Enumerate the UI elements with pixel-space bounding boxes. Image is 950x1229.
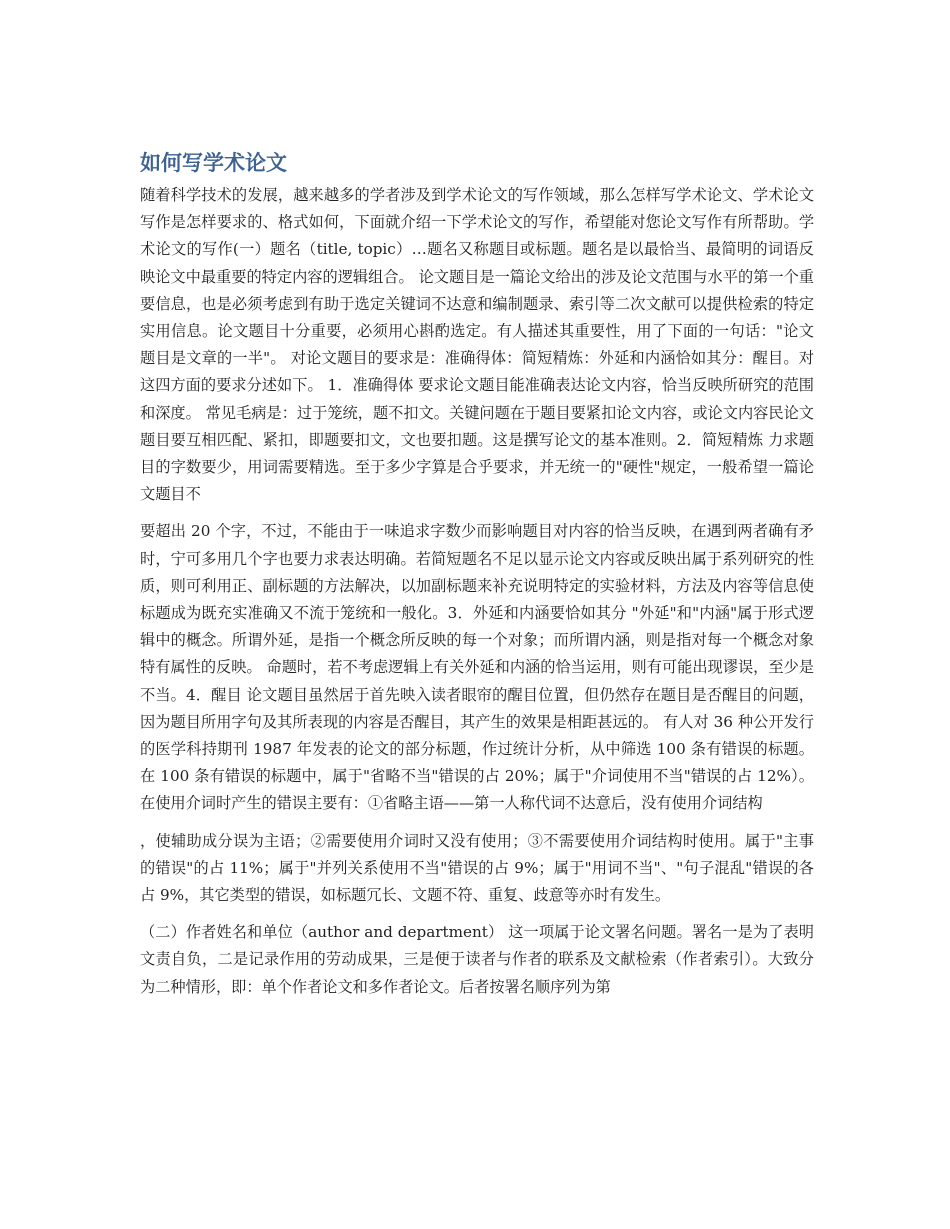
paragraph: 要超出 20 个字，不过，不能由于一味追求字数少而影响题目对内容的恰当反映，在遇到两者确有矛时，宁可多用几个字也要力求表达明确。若简短题名不足以显示论文内容或反映出属于系列研究的性质，则可利用正、副标题的方法解决，以加副标题来补充说明特定的实验材料，方法及内容等信息使标题成为既充实准确又不流于笼统和一般化。3．外延和内涵要恰如其分 "外延"和"内涵"属于形式逻辑中的概念。所谓外延，是指一个概念所反映的每一个对象；而所谓内涵，则是指对每一个概念对象特有属性的反映。 命题时，若不考虑逻辑上有关外延和内涵的恰当运用，则有可能出现谬误，至少是不当。4．醒目 论文题目虽然居于首先映入读者眼帘的醒目位置，但仍然存在题目是否醒目的问题，因为题目所用字句及其所表现的内容是否醒目，其产生的效果是相距甚远的。 有人对 36 种公开发行的医学科持期刊 1987 年发表的论文的部分标题，作过统计分析，从中筛选 100 条有错误的标题。在 100 条有错误的标题中，属于"省略不当"错误的占 20%；属于"介词使用不当"错误的占 12%）。在使用介词时产生的错误主要有：①省略主语——第一人称代词不达意后，没有使用介词结构 <box>140 522 814 813</box>
document-page <box>140 148 814 1001</box>
paragraph: ，使辅助成分误为主语；②需要使用介词时又没有使用；③不需要使用介词结构时使用。属于"主事的错误"的占 11%；属于"并列关系使用不当"错误的占 9%；属于"用词不当"、"句子混乱"错误的各占 9%，其它类型的错误，如标题冗长、文题不符、重复、歧意等亦时有发生。 <box>140 831 814 905</box>
paragraph: 随着科学技术的发展，越来越多的学者涉及到学术论文的写作领域，那么怎样写学术论文、学术论文写作是怎样要求的、格式如何，下面就介绍一下学术论文的写作，希望能对您论文写作有所帮助。学术论文的写作(一）题名（title, topic）…题名又称题目或标题。题名是以最恰当、最简明的词语反映论文中最重要的特定内容的逻辑组合。 论文题目是一篇论文给出的涉及论文范围与水平的第一个重要信息，也是必须考虑到有助于选定关键词不达意和编制题录、索引等二次文献可以提供检索的特定实用信息。论文题目十分重要，必须用心斟酌选定。有人描述其重要性，用了下面的一句话："论文题目是文章的一半"。 对论文题目的要求是：准确得体：简短精炼：外延和内涵恰如其分：醒目。对这四方面的要求分述如下。 1．准确得体 要求论文题目能准确表达论文内容，恰当反映所研究的范围和深度。 常见毛病是：过于笼统，题不扣文。关键问题在于题目要紧扣论文内容，或论文内容民论文题目要互相匹配、紧扣，即题要扣文，文也要扣题。这是撰写论文的基本准则。2．简短精炼 力求题目的字数要少，用词需要精选。至于多少字算是合乎要求，并无统一的"硬性"规定，一般希望一篇论文题目不 <box>140 186 814 504</box>
document-title: 如何写学术论文 <box>140 151 287 175</box>
paragraph: （二）作者姓名和单位（author and department） 这一项属于论文署名问题。署名一是为了表明文责自负，二是记录作用的劳动成果，三是便于读者与作者的联系及文献检索（作者索引）。大致分为二种情形，即：单个作者论文和多作者论文。后者按署名顺序列为第 <box>140 923 814 996</box>
